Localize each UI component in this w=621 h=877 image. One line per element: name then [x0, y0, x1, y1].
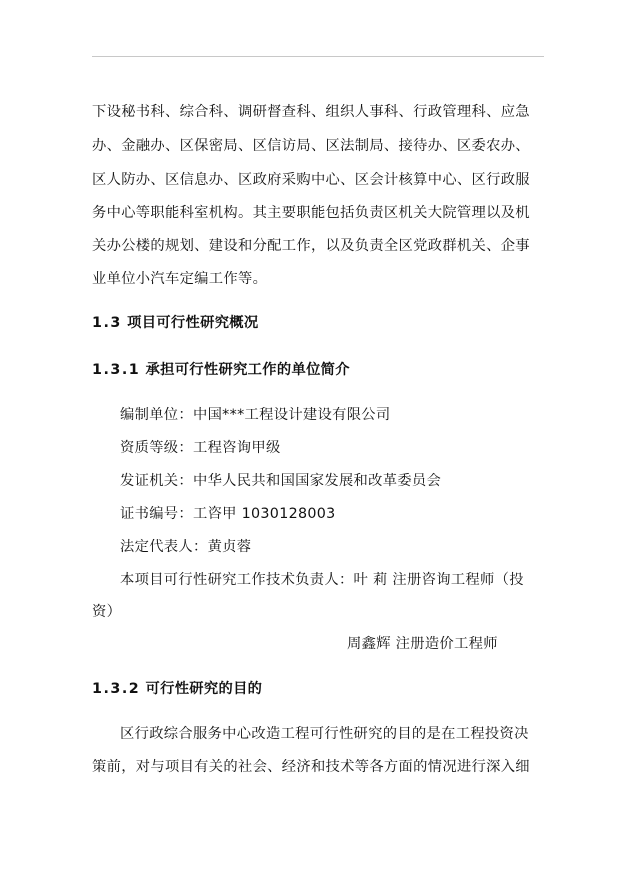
section-1-3-heading: [92, 313, 544, 333]
page-header-rule: [92, 56, 544, 57]
intro-line-6: 业单位小汽车定编工作等。: [92, 271, 268, 287]
section-1-3-1-number: 1.3.1: [92, 362, 141, 378]
issuer-line: 发证机关：中华人民共和国国家发展和改革委员会: [120, 473, 442, 489]
purpose-line-2: 策前，对与项目有关的社会、经济和技术等各方面的情况进行深入细: [92, 759, 530, 775]
intro-line-5: 关办公楼的规划、建设和分配工作，以及负责全区党政群机关、企事: [92, 238, 530, 254]
section-1-3-2-title: 可行性研究的目的: [145, 681, 263, 697]
intro-line-3: 区人防办、区信息办、区政府采购中心、区会计核算中心、区行政服: [92, 172, 530, 188]
qualification-line: 资质等级：工程咨询甲级: [120, 440, 281, 456]
tech-lead-line-1: 本项目可行性研究工作技术负责人：叶 莉 注册咨询工程师（投: [120, 572, 524, 588]
legal-rep-line: 法定代表人：黄贞蓉: [120, 539, 252, 555]
section-1-3-1-title: 承担可行性研究工作的单位简介: [145, 362, 350, 378]
compiler-line: 编制单位：中国***工程设计建设有限公司: [120, 407, 391, 423]
section-1-3-2-number: 1.3.2: [92, 681, 141, 697]
section-1-3-number: 1.3: [92, 315, 122, 331]
intro-line-4: 务中心等职能科室机构。其主要职能包括负责区机关大院管理以及机: [92, 205, 530, 221]
cost-engineer-line: 周鑫辉 注册造价工程师: [347, 636, 498, 652]
intro-line-2: 办、金融办、区保密局、区信访局、区法制局、接待办、区委农办、: [92, 138, 530, 154]
section-1-3-2-heading: [92, 679, 544, 699]
intro-line-1: 下设秘书科、综合科、调研督查科、组织人事科、行政管理科、应急: [92, 104, 530, 120]
section-1-3-1-heading: [92, 360, 544, 380]
section-1-3-title: 项目可行性研究概况: [127, 315, 259, 331]
certificate-line: 证书编号：工咨甲 1030128003: [120, 506, 336, 522]
purpose-line-1: 区行政综合服务中心改造工程可行性研究的目的是在工程投资决: [120, 726, 529, 742]
tech-lead-line-2: 资）: [92, 604, 122, 620]
